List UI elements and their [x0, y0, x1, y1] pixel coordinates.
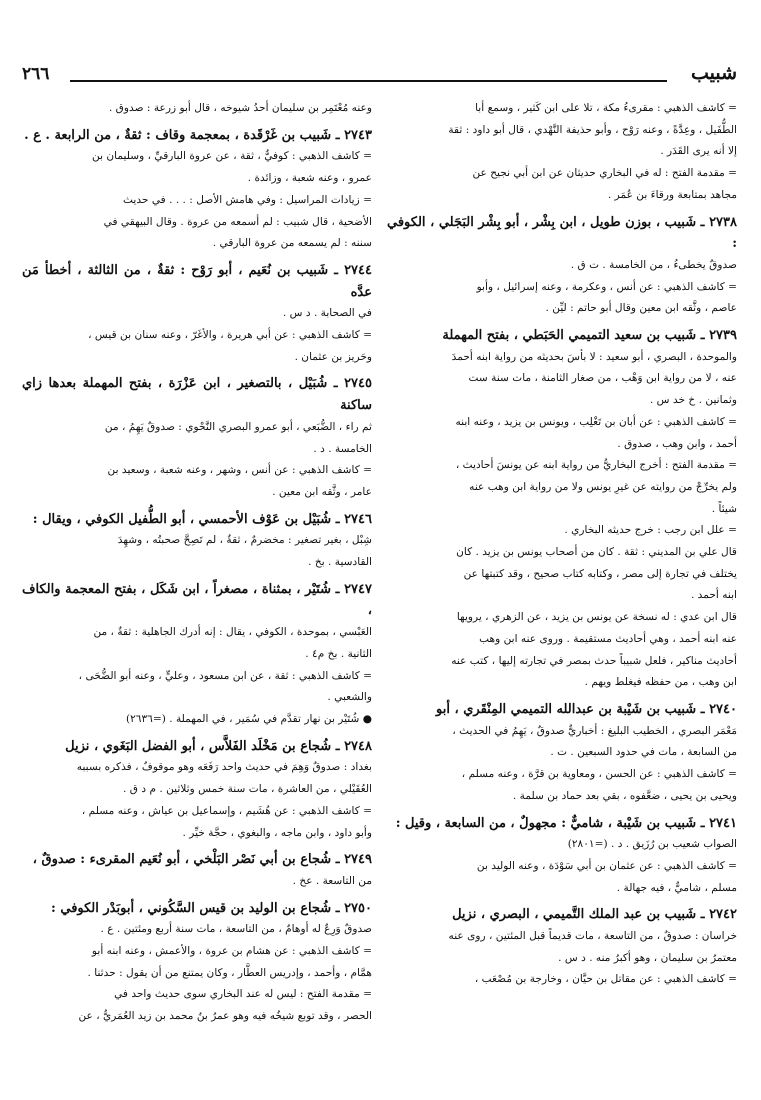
text-line: = كاشف الذهبي : عن الحسن ، ومعاوية بن قرَّة ، وعنه مسلم ، — [461, 768, 737, 781]
text-line: = كاشف الذهبي : عن مقاتل بن حيَّان ، وخارجة بن مُصْعَب ، — [474, 973, 737, 986]
text-line: ابن وهب ، من حفظه فيغلط ويهم . — [584, 676, 737, 689]
text-line: عنه ، لا من رواية ابن وَهْب ، من صغار الثامنة ، مات سنة ست — [468, 372, 737, 385]
text-line: صدوقٌ وَرِعٌ له أوهامٌ ، من التاسعة ، مات سنة أربع ومئتين . ع . — [100, 923, 372, 936]
right-column — [387, 98, 737, 1090]
text-line: بغداد : صدوقٌ وَهِمَ في حديث واحد رَفَعَه وهو موقوفٌ ، فذكره بسببه — [76, 761, 372, 774]
text-line: خراسان : صدوقٌ ، من التاسعة ، مات قديماً قبل المئتين ، روى عنه — [448, 930, 737, 943]
text-line: = كاشف الذهبي : عن أنس ، وعكرمة ، وعنه إسرائيل ، وأبو — [476, 280, 737, 293]
text-line: وثمانين . خ خد س . — [649, 394, 737, 407]
entry-heading: ٢٧٣٨ ـ شَبيب ، بوزن طويل ، ابن بِشْر ، أبو بِشْر البَجَلي ، الكوفي : — [387, 214, 737, 252]
text-line: من التاسعة . عخ . — [292, 874, 372, 887]
text-line: = كاشف الذهبي : عن هُشَيم ، وإسماعيل بن عياش ، وعنه مسلم ، — [81, 804, 372, 817]
text-line: الحصر ، وقد توبع شيخُه فيه وهو عمرُ بنُ محمد بن زيد العُمَريُّ ، عن — [78, 1010, 372, 1023]
text-line: = كاشف الذهبي : عن أنس ، وشهر ، وعنه شعبة ، وسعيد بن — [107, 464, 372, 477]
text-line: والشعبي . — [327, 691, 372, 704]
entry-heading: ٢٧٤٥ ـ شُبَيْل ، بالتصغير ، ابن عَزْرَة ، بفتح المهملة بعدها زاي ساكنة — [22, 376, 372, 414]
text-line: وحَريز بن عثمان . — [294, 350, 372, 363]
text-line: = مقدمة الفتح : له في البخاري حديثان عن ابن أبي نجيح عن — [472, 167, 737, 180]
text-line: قال علي بن المديني : ثقة . كان من أصحاب يونس بن يزيد . كان — [456, 546, 737, 559]
text-line: = كاشف الذهبي : كوفيٌّ ، ثقة ، عن عروة البارقيِّ ، وسليمان بن — [92, 150, 372, 163]
entry-heading: ٢٧٤٠ ـ شَبيب بن شَيْبة بن عبدالله التميمي المِنْقَري ، أبو — [436, 701, 737, 717]
entry-heading: ٢٧٤٨ ـ شُجاع بن مَخْلَد الفَلاَّس ، أبو الفضل البَغَوي ، نزيل — [65, 738, 372, 754]
text-line: إلا أنه يرى القَدَر . — [660, 145, 737, 158]
header-rule — [70, 80, 667, 82]
entry-heading: ٢٧٤٢ ـ شَبيب بن عبد الملك التَّميمي ، البصري ، نزيل — [452, 907, 737, 923]
text-line: = كاشف الذهبي : عن أبان بن تَغْلِب ، ويونس بن يزيد ، وعنه ابنه — [455, 415, 737, 428]
text-line: الأضحية ، قال شبيب : لم أسمعه من عروة . وقال البيهقي في — [103, 215, 372, 228]
text-line: شِبْل ، بغير تصغير : مخضرمٌ ، ثقةٌ ، لم تَصِحَّ صحبتُه ، وشهِدَ — [117, 534, 372, 547]
text-line: صدوقٌ يخطىءُ ، من الخامسة . ت ق . — [570, 258, 737, 271]
text-line: في الصحابة . د س . — [282, 307, 372, 320]
entry-heading: ٢٧٤١ ـ شَبيب بن شَيْبة ، شاميٌّ : مجهولٌ ، من السابعة ، وقيل : — [395, 815, 737, 831]
text-line: ثم راء ، الضُّبَعي ، أبو عمرو البصري النَّحْوي : صدوقٌ يَهِمُ ، من — [104, 420, 372, 433]
text-line: عمرو ، وعنه شعبة ، وزائدة . — [247, 172, 372, 185]
page-header — [22, 62, 737, 94]
entry-heading: ٢٧٣٩ ـ شَبيب بن سعيد التميمي الحَبَطي ، بفتح المهملة — [442, 328, 737, 344]
text-line: = كاشف الذهبي : ثقة ، عن ابن مسعود ، وعليٍّ ، وعنه أبو الضُّحَى ، — [78, 669, 372, 682]
text-line: وعنه مُعْتَمِر بن سليمان أحدُ شيوخه ، قال أبو زرعة : صدوق . — [108, 102, 372, 114]
text-line: ويحيى بن يحيى ، ضعَّفوه ، بقي بعد حماد بن سلمة . — [512, 789, 737, 802]
page-number: ٢٦٦ — [22, 64, 50, 84]
entry-heading: ٢٧٥٠ ـ شُجاع بن الوليد بن قيس السَّكُوني ، أبوبَدْر الكوفي : — [51, 900, 372, 916]
text-line: مسلم ، شاميٌّ ، فيه جهالة . — [616, 881, 737, 894]
text-line: = كاشف الذهبي : مقرىءُ مكة ، تلا على ابن كَثير ، وسمع أبا — [475, 102, 737, 114]
entry-heading: ٢٧٤٣ ـ شَبيب بن غَرْقَدة ، بمعجمة وقاف : ثقةٌ ، من الرابعة . ع . — [24, 127, 372, 143]
text-line: = كاشف الذهبي : عن أبي هريرة ، والأغَرّ ، وعنه سنان بن قيس ، — [88, 329, 372, 342]
text-line: عامر ، وثَّقه ابن معين . — [272, 485, 372, 498]
text-line: الصواب شعيب بن رُزَيق . د . (=٢٨٠١) — [567, 838, 737, 851]
text-line: أحاديث مناكير ، فلعل شبيباً حدث بمصر في تجارته إليها ، كتب عنه — [451, 654, 737, 667]
text-line: = مقدمة الفتح : أخرج البخاريُّ من رواية ابنه عن يونسَ أحاديث ، — [455, 459, 737, 472]
text-line: شيئاً . — [711, 502, 737, 515]
text-line: أحمد ، وابن وهب ، صدوق . — [617, 437, 737, 450]
text-line: الخامسة . د . — [313, 442, 372, 455]
text-line: قال ابن عدي : له نسخة عن يونس بن يزيد ، عن الزهري ، يرويها — [456, 611, 737, 624]
text-line: العَبْسي ، بموحدة ، الكوفي ، يقال : إنه أدرك الجاهلية : ثقةٌ ، من — [93, 626, 372, 639]
text-line: همَّام ، وأحمد ، وإدريس العطَّار ، وكان يمتنع من أن يقول : حدثنا . — [87, 966, 372, 979]
text-line: الطُّفَيل ، وعِدَّةً ، وعنه رَوْح ، وأبو حذيفة النَّهْدي ، قال أبو داود : ثقة — [448, 123, 737, 136]
text-line: = كاشف الذهبي : عن هشام بن عروة ، والأعمش ، وعنه ابنه أبو — [91, 945, 372, 958]
text-line: سننه : لم يسمعه من عروة البارقي . — [212, 237, 372, 250]
entry-heading: ٢٧٤٧ ـ شُتَيْر ، بمثناة ، مصغراً ، ابن شَكَل ، بفتح المعجمة والكاف ، — [22, 581, 372, 619]
text-line: ● شُتَيْر بن نهار تقدَّم في سُمَير ، في المهملة . (=٢٦٣٦) — [125, 712, 372, 725]
running-head-word: شبيب — [690, 62, 737, 84]
text-line: العُقَيْلي ، من العاشرة ، مات سنة خمس وثلاثين . م د ق . — [123, 783, 372, 796]
text-line: = علل ابن رجب : خرج حديثه البخاري . — [564, 524, 737, 537]
entry-heading: ٢٧٤٦ ـ شُبَيْل بن عَوْف الأحمسي ، أبو الطُّفيل الكوفي ، ويقال : — [32, 511, 372, 527]
entry-heading: ٢٧٤٤ ـ شَبيب بن نُعَيم ، أبو رَوْح : ثقةٌ ، من الثالثة ، أخطأ مَن عدَّه — [22, 262, 372, 300]
text-line: = كاشف الذهبي : عن عثمان بن أبي سَوْدَة ، وعنه الوليد بن — [476, 859, 737, 872]
text-line: ولم يخرِّجْ من روايته عن غيرِ يونس ولا من رواية ابن وهب عنه — [469, 480, 737, 493]
text-line: يختلف في تجارة إلى مصر ، وكتابه كتاب صحيح ، وقد كتبتها عن — [463, 567, 737, 580]
text-line: من السابعة ، مات في حدود السبعين . ت . — [550, 746, 737, 759]
text-line: عنه ابنه أحمد ، وهي أحاديث مستقيمة . وروى عنه ابن وهب — [479, 632, 737, 645]
text-line: مجاهد بمتابعة ورقاءَ بن عُمَر . — [607, 188, 737, 201]
text-line: = مقدمة الفتح : ليس له عند البخاري سوى حديث واحد في — [114, 988, 372, 1001]
text-line: ابنه أحمد . — [690, 589, 737, 602]
left-column — [22, 98, 372, 1090]
text-line: الثانية . بخ م٤ . — [305, 647, 372, 660]
text-line: مَعْمَر البصري ، الخطيب البليغ : أخباريٌّ صدوقٌ ، يَهِمُ في الحديث ، — [452, 724, 737, 737]
text-line: القادسية . بخ . — [308, 556, 372, 569]
text-line: وأبو داود ، وابن ماجه ، والبغوي ، حجَّة خيِّر . — [182, 826, 372, 839]
text-line: معتمرُ بن سليمان ، وهو أكبرُ منه . د س . — [558, 951, 737, 964]
text-line: عاصم ، وثَّقه ابن معين وقال أبو حاتم : ليِّن . — [545, 302, 737, 315]
entry-heading: ٢٧٤٩ ـ شُجاع بن أبي نَصْر البَلْخي ، أبو نُعَيم المقرىء : صدوقٌ ، — [32, 852, 372, 868]
text-line: والموحدة ، البصري ، أبو سعيد : لا بأسَ بحديثه من رواية ابنه أحمدَ — [451, 350, 737, 363]
text-line: = زيادات المراسيل : وفي هامش الأصل : . . . في حديث — [123, 193, 372, 206]
